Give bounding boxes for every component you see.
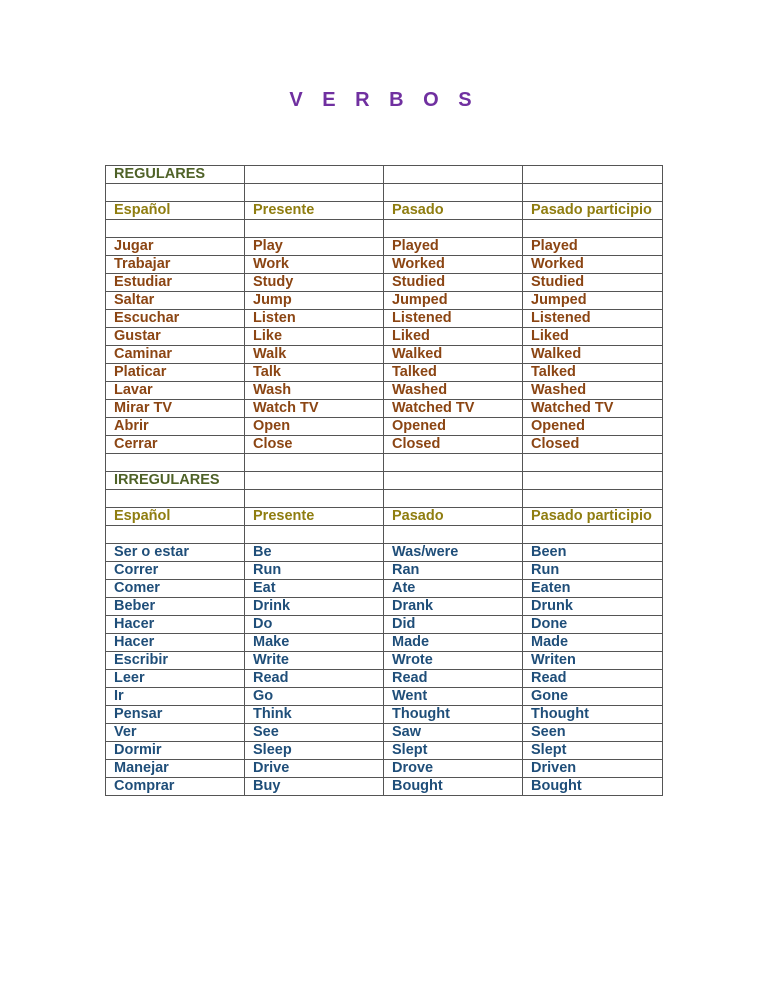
cell-present: Close bbox=[245, 436, 384, 454]
cell-spanish: Ser o estar bbox=[106, 544, 245, 562]
cell-present: Write bbox=[245, 652, 384, 670]
empty-cell bbox=[384, 490, 523, 508]
cell-spanish: Mirar TV bbox=[106, 400, 245, 418]
cell-present: Drive bbox=[245, 760, 384, 778]
table-row bbox=[106, 256, 663, 274]
cell-present: Buy bbox=[245, 778, 384, 796]
empty-cell bbox=[384, 166, 523, 184]
blank-row bbox=[106, 454, 663, 472]
cell-spanish: Abrir bbox=[106, 418, 245, 436]
table-row bbox=[106, 634, 663, 652]
table-row bbox=[106, 616, 663, 634]
cell-past-participle: Writen bbox=[523, 652, 663, 670]
cell-spanish: Hacer bbox=[106, 616, 245, 634]
table-row bbox=[106, 706, 663, 724]
blank-row bbox=[106, 220, 663, 238]
cell-spanish: Comer bbox=[106, 580, 245, 598]
cell-present: Think bbox=[245, 706, 384, 724]
cell-spanish: Leer bbox=[106, 670, 245, 688]
cell-past: Jumped bbox=[384, 292, 523, 310]
header-past: Pasado bbox=[384, 508, 523, 526]
table-row bbox=[106, 436, 663, 454]
cell-spanish: Gustar bbox=[106, 328, 245, 346]
cell-past: Went bbox=[384, 688, 523, 706]
cell-past: Washed bbox=[384, 382, 523, 400]
cell-past: Drove bbox=[384, 760, 523, 778]
table-row bbox=[106, 778, 663, 796]
cell-spanish: Jugar bbox=[106, 238, 245, 256]
table-row bbox=[106, 724, 663, 742]
cell-past-participle: Eaten bbox=[523, 580, 663, 598]
cell-past-participle: Closed bbox=[523, 436, 663, 454]
cell-spanish: Comprar bbox=[106, 778, 245, 796]
table-row bbox=[106, 274, 663, 292]
empty-cell bbox=[384, 220, 523, 238]
table-row bbox=[106, 742, 663, 760]
empty-cell bbox=[384, 472, 523, 490]
empty-cell bbox=[523, 184, 663, 202]
cell-past-participle: Washed bbox=[523, 382, 663, 400]
header-present: Presente bbox=[245, 508, 384, 526]
cell-past-participle: Walked bbox=[523, 346, 663, 364]
cell-spanish: Saltar bbox=[106, 292, 245, 310]
empty-cell bbox=[523, 472, 663, 490]
header-present: Presente bbox=[245, 202, 384, 220]
cell-past: Drank bbox=[384, 598, 523, 616]
blank-row bbox=[106, 184, 663, 202]
cell-past-participle: Studied bbox=[523, 274, 663, 292]
cell-past-participle: Talked bbox=[523, 364, 663, 382]
cell-past: Ran bbox=[384, 562, 523, 580]
cell-present: Walk bbox=[245, 346, 384, 364]
cell-present: Play bbox=[245, 238, 384, 256]
cell-present: Run bbox=[245, 562, 384, 580]
cell-past: Walked bbox=[384, 346, 523, 364]
cell-past: Closed bbox=[384, 436, 523, 454]
regulares-header-row bbox=[106, 202, 663, 220]
cell-present: Study bbox=[245, 274, 384, 292]
cell-spanish: Estudiar bbox=[106, 274, 245, 292]
cell-past-participle: Listened bbox=[523, 310, 663, 328]
header-past-participle: Pasado participio bbox=[523, 508, 663, 526]
cell-present: Be bbox=[245, 544, 384, 562]
cell-present: Sleep bbox=[245, 742, 384, 760]
empty-cell bbox=[523, 526, 663, 544]
table-row bbox=[106, 328, 663, 346]
regulares-section-row bbox=[106, 166, 663, 184]
header-spanish: Español bbox=[106, 508, 245, 526]
empty-cell bbox=[106, 220, 245, 238]
page-title: V E R B O S bbox=[289, 89, 479, 111]
cell-spanish: Beber bbox=[106, 598, 245, 616]
empty-cell bbox=[523, 220, 663, 238]
header-spanish: Español bbox=[106, 202, 245, 220]
cell-past: Played bbox=[384, 238, 523, 256]
empty-cell bbox=[384, 184, 523, 202]
cell-present: Open bbox=[245, 418, 384, 436]
cell-past-participle: Made bbox=[523, 634, 663, 652]
cell-past: Bought bbox=[384, 778, 523, 796]
cell-spanish: Correr bbox=[106, 562, 245, 580]
table-row bbox=[106, 292, 663, 310]
cell-past-participle: Liked bbox=[523, 328, 663, 346]
cell-past: Did bbox=[384, 616, 523, 634]
cell-past: Read bbox=[384, 670, 523, 688]
cell-past-participle: Gone bbox=[523, 688, 663, 706]
empty-cell bbox=[523, 454, 663, 472]
table-row bbox=[106, 346, 663, 364]
empty-cell bbox=[245, 454, 384, 472]
table-row bbox=[106, 562, 663, 580]
cell-spanish: Caminar bbox=[106, 346, 245, 364]
cell-past: Listened bbox=[384, 310, 523, 328]
cell-present: Eat bbox=[245, 580, 384, 598]
empty-cell bbox=[384, 454, 523, 472]
table-row bbox=[106, 670, 663, 688]
cell-spanish: Pensar bbox=[106, 706, 245, 724]
cell-past: Wrote bbox=[384, 652, 523, 670]
cell-past: Opened bbox=[384, 418, 523, 436]
cell-spanish: Ir bbox=[106, 688, 245, 706]
cell-present: Listen bbox=[245, 310, 384, 328]
cell-present: Go bbox=[245, 688, 384, 706]
cell-past: Saw bbox=[384, 724, 523, 742]
empty-cell bbox=[245, 166, 384, 184]
cell-present: Work bbox=[245, 256, 384, 274]
cell-present: Do bbox=[245, 616, 384, 634]
cell-spanish: Platicar bbox=[106, 364, 245, 382]
blank-row bbox=[106, 526, 663, 544]
cell-spanish: Lavar bbox=[106, 382, 245, 400]
cell-past: Was/were bbox=[384, 544, 523, 562]
cell-present: Talk bbox=[245, 364, 384, 382]
cell-present: See bbox=[245, 724, 384, 742]
empty-cell bbox=[245, 220, 384, 238]
cell-spanish: Ver bbox=[106, 724, 245, 742]
empty-cell bbox=[245, 490, 384, 508]
cell-present: Jump bbox=[245, 292, 384, 310]
table-row bbox=[106, 580, 663, 598]
cell-past: Ate bbox=[384, 580, 523, 598]
table-row bbox=[106, 760, 663, 778]
cell-past-participle: Drunk bbox=[523, 598, 663, 616]
cell-present: Watch TV bbox=[245, 400, 384, 418]
cell-past-participle: Jumped bbox=[523, 292, 663, 310]
cell-past-participle: Played bbox=[523, 238, 663, 256]
cell-present: Like bbox=[245, 328, 384, 346]
table-row bbox=[106, 400, 663, 418]
table-row bbox=[106, 238, 663, 256]
cell-spanish: Dormir bbox=[106, 742, 245, 760]
cell-past: Thought bbox=[384, 706, 523, 724]
empty-cell bbox=[245, 472, 384, 490]
verbs-table-body bbox=[106, 166, 663, 796]
cell-past-participle: Worked bbox=[523, 256, 663, 274]
cell-past: Made bbox=[384, 634, 523, 652]
verbs-table bbox=[105, 165, 663, 796]
table-row bbox=[106, 364, 663, 382]
cell-past: Studied bbox=[384, 274, 523, 292]
cell-present: Make bbox=[245, 634, 384, 652]
cell-past-participle: Opened bbox=[523, 418, 663, 436]
empty-cell bbox=[106, 490, 245, 508]
table-row bbox=[106, 652, 663, 670]
regulares-section-label: REGULARES bbox=[106, 166, 245, 184]
empty-cell bbox=[245, 526, 384, 544]
cell-past: Slept bbox=[384, 742, 523, 760]
empty-cell bbox=[245, 184, 384, 202]
cell-past-participle: Been bbox=[523, 544, 663, 562]
empty-cell bbox=[384, 526, 523, 544]
irregulares-section-row bbox=[106, 472, 663, 490]
blank-row bbox=[106, 490, 663, 508]
cell-past-participle: Done bbox=[523, 616, 663, 634]
irregulares-section-label: IRREGULARES bbox=[106, 472, 245, 490]
table-row bbox=[106, 598, 663, 616]
cell-past-participle: Watched TV bbox=[523, 400, 663, 418]
empty-cell bbox=[523, 490, 663, 508]
empty-cell bbox=[523, 166, 663, 184]
cell-spanish: Trabajar bbox=[106, 256, 245, 274]
cell-spanish: Hacer bbox=[106, 634, 245, 652]
header-past: Pasado bbox=[384, 202, 523, 220]
cell-past-participle: Seen bbox=[523, 724, 663, 742]
cell-spanish: Escuchar bbox=[106, 310, 245, 328]
empty-cell bbox=[106, 184, 245, 202]
cell-past: Liked bbox=[384, 328, 523, 346]
cell-present: Wash bbox=[245, 382, 384, 400]
table-row bbox=[106, 418, 663, 436]
cell-past-participle: Run bbox=[523, 562, 663, 580]
cell-past: Talked bbox=[384, 364, 523, 382]
cell-past-participle: Read bbox=[523, 670, 663, 688]
cell-spanish: Cerrar bbox=[106, 436, 245, 454]
cell-past: Watched TV bbox=[384, 400, 523, 418]
table-row bbox=[106, 382, 663, 400]
empty-cell bbox=[106, 454, 245, 472]
table-row bbox=[106, 544, 663, 562]
table-row bbox=[106, 688, 663, 706]
cell-present: Read bbox=[245, 670, 384, 688]
empty-cell bbox=[106, 526, 245, 544]
cell-past-participle: Thought bbox=[523, 706, 663, 724]
cell-past-participle: Bought bbox=[523, 778, 663, 796]
cell-present: Drink bbox=[245, 598, 384, 616]
cell-past: Worked bbox=[384, 256, 523, 274]
cell-spanish: Escribir bbox=[106, 652, 245, 670]
cell-past-participle: Driven bbox=[523, 760, 663, 778]
irregulares-header-row bbox=[106, 508, 663, 526]
cell-past-participle: Slept bbox=[523, 742, 663, 760]
header-past-participle: Pasado participio bbox=[523, 202, 663, 220]
cell-spanish: Manejar bbox=[106, 760, 245, 778]
table-row bbox=[106, 310, 663, 328]
